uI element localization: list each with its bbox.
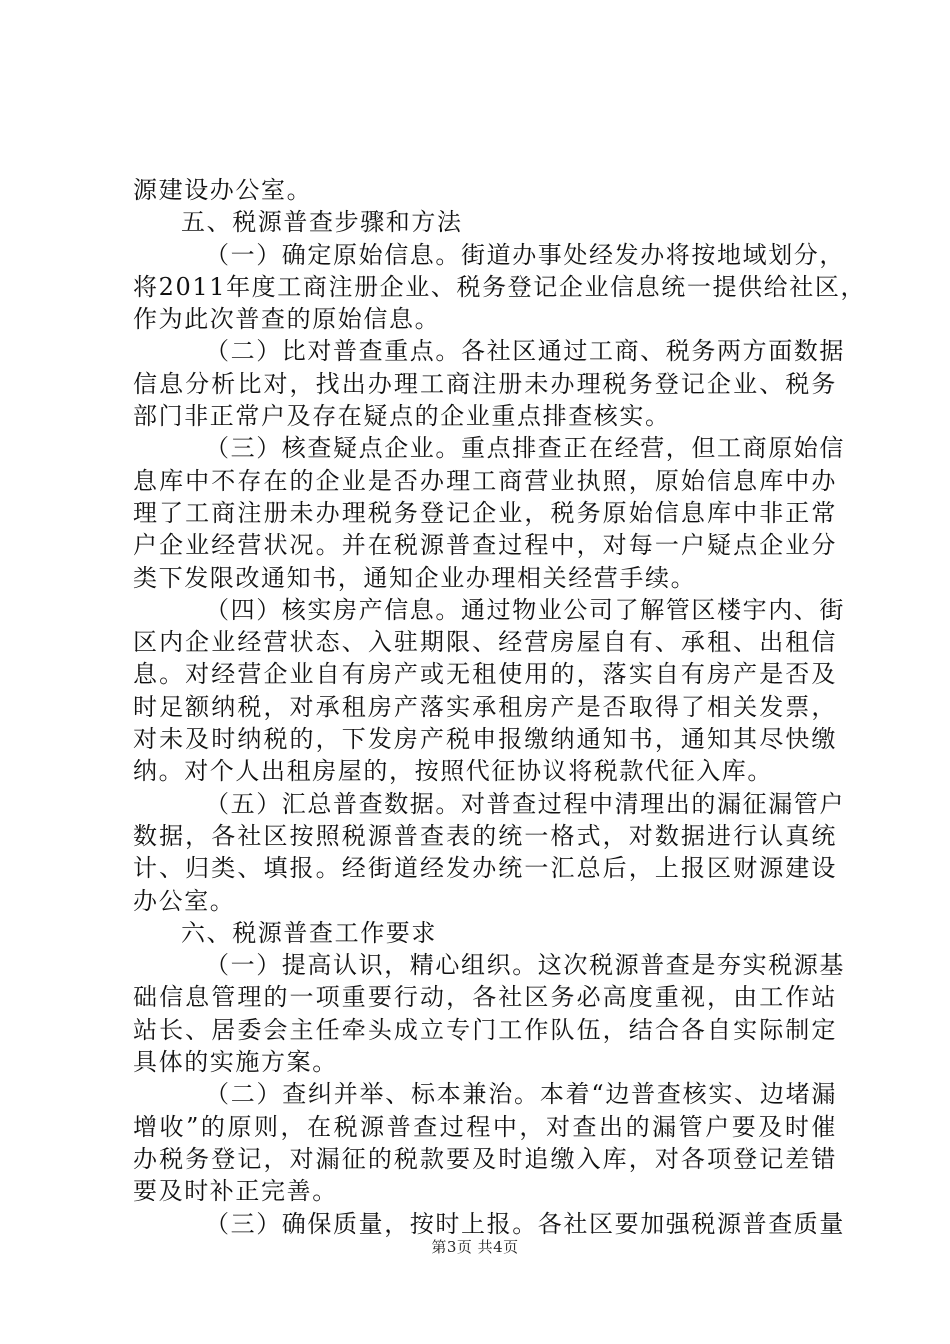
text-line: 六、税源普查工作要求 <box>181 918 437 947</box>
text-line: 纳。对个人出租房屋的，按照代征协议将税款代征入库。 <box>133 757 773 786</box>
text-line: 计、归类、填报。经街道经发办统一汇总后，上报区财源建设 <box>133 854 837 883</box>
text-line: 息库中不存在的企业是否办理工商营业执照，原始信息库中办 <box>133 466 837 495</box>
text-line: （五）汇总普查数据。对普查过程中清理出的漏征漏管户 <box>205 789 845 818</box>
text-line: 将2011年度工商注册企业、税务登记企业信息统一提供给社区， <box>133 272 867 301</box>
text-line: 作为此次普查的原始信息。 <box>133 305 441 334</box>
text-line: 息。对经营企业自有房产或无租使用的，落实自有房产是否及 <box>133 660 837 689</box>
text-line: （一）确定原始信息。街道办事处经发办将按地域划分， <box>205 240 845 269</box>
text-line: 对未及时纳税的，下发房产税申报缴纳通知书，通知其尽快缴 <box>133 725 837 754</box>
page-footer <box>0 1236 950 1257</box>
text-line: 数据，各社区按照税源普查表的统一格式，对数据进行认真统 <box>133 821 837 850</box>
text-line: 具体的实施方案。 <box>133 1048 338 1077</box>
text-line: 站长、居委会主任牵头成立专门工作队伍，结合各自实际制定 <box>133 1015 837 1044</box>
text-line: （二）比对普查重点。各社区通过工商、税务两方面数据 <box>205 337 845 366</box>
text-line: （四）核实房产信息。通过物业公司了解管区楼宇内、街 <box>205 595 845 624</box>
text-line: 时足额纳税，对承租房产落实承租房产是否取得了相关发票， <box>133 692 837 721</box>
page-number-indicator: 第3页 共4页 <box>431 1238 519 1256</box>
text-line: 类下发限改通知书，通知企业办理相关经营手续。 <box>133 563 697 592</box>
text-line: （三）核查疑点企业。重点排查正在经营，但工商原始信 <box>205 434 845 463</box>
text-line: 信息分析比对，找出办理工商注册未办理税务登记企业、税务 <box>133 369 837 398</box>
text-line: 增收”的原则，在税源普查过程中，对查出的漏管户要及时催 <box>133 1112 837 1141</box>
text-line: 办公室。 <box>133 886 236 915</box>
text-line: （一）提高认识，精心组织。这次税源普查是夯实税源基 <box>205 951 845 980</box>
text-line: 要及时补正完善。 <box>133 1177 338 1206</box>
text-line: 五、税源普查步骤和方法 <box>181 208 463 237</box>
document-body <box>133 174 867 1240</box>
text-line: 理了工商注册未办理税务登记企业，税务原始信息库中非正常 <box>133 498 837 527</box>
text-line: （二）查纠并举、标本兼治。本着“边普查核实、边堵漏 <box>205 1080 837 1109</box>
text-line: 区内企业经营状态、入驻期限、经营房屋自有、承租、出租信 <box>133 628 837 657</box>
text-line: （三）确保质量，按时上报。各社区要加强税源普查质量 <box>205 1209 845 1238</box>
text-line: 部门非正常户及存在疑点的企业重点排查核实。 <box>133 402 671 431</box>
text-line: 办税务登记，对漏征的税款要及时追缴入库，对各项登记差错 <box>133 1144 837 1173</box>
text-line: 源建设办公室。 <box>133 176 313 204</box>
text-line: 础信息管理的一项重要行动，各社区务必高度重视，由工作站 <box>133 983 837 1012</box>
text-line: 户企业经营状况。并在税源普查过程中，对每一户疑点企业分 <box>133 531 837 560</box>
